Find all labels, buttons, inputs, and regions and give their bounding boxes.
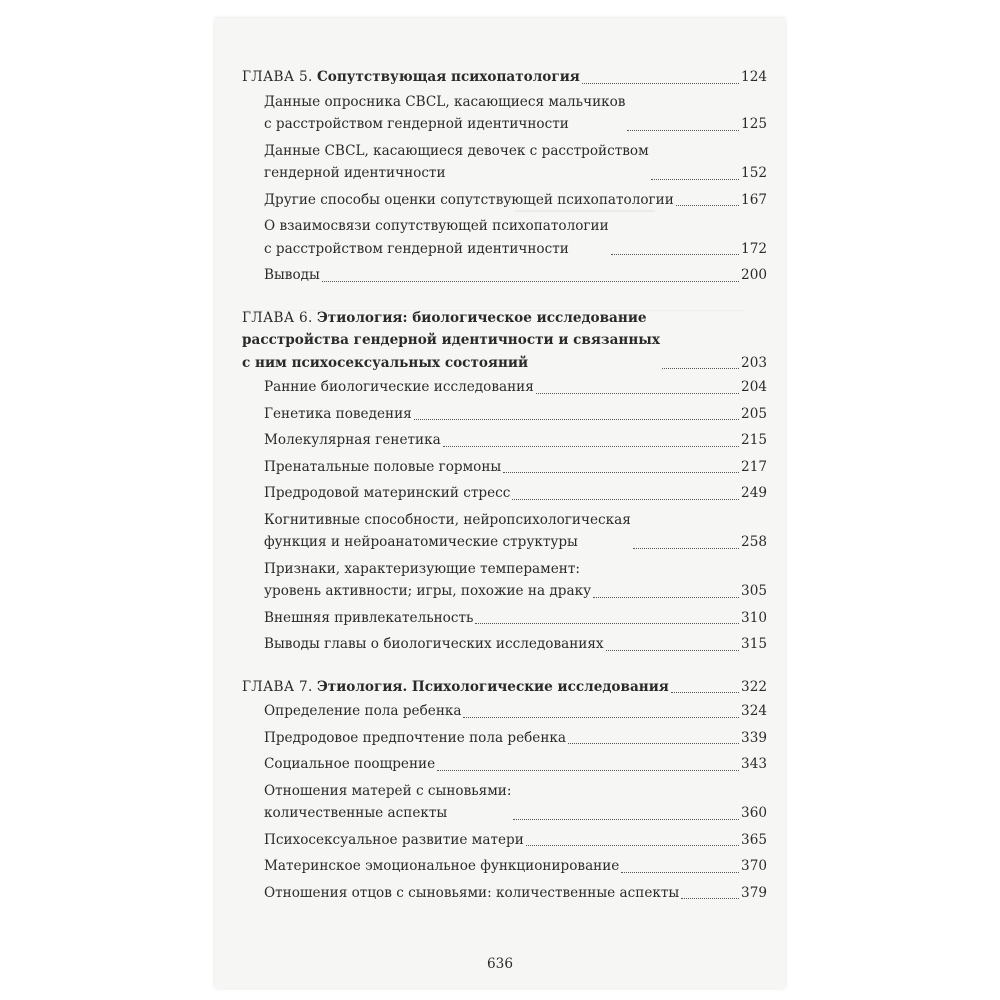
chapter-prefix: ГЛАВА 7.: [242, 678, 313, 695]
dot-leader: [512, 499, 739, 500]
toc-entry: [242, 558, 767, 603]
entry-line: Другие способы оценки сопутствующей психопатологии: [264, 191, 674, 208]
chapter-prefix: ГЛАВА 6.: [242, 309, 313, 326]
entry-line: с расстройством гендерной идентичности: [264, 116, 569, 132]
entry-line: Предродовой материнский стресс: [264, 485, 511, 501]
page-ref: 360: [741, 805, 767, 821]
book-page: [215, 18, 785, 988]
toc-entry: [242, 215, 767, 260]
entry-line: Данные опросника CBCL, касающиеся мальчиков: [264, 93, 626, 110]
chapter-title: Этиология. Психологические исследования: [316, 678, 669, 695]
toc-entry: [242, 456, 767, 479]
page-number: 636: [487, 956, 513, 972]
page-ref: 249: [741, 485, 767, 501]
page-ref: 343: [741, 756, 767, 772]
dot-leader: [627, 130, 739, 131]
dot-leader: [322, 281, 739, 282]
toc-entry: [242, 403, 767, 426]
entry-line: Отношения отцов с сыновьями: количественные аспекты: [264, 884, 680, 901]
dot-leader: [671, 692, 739, 693]
page-ref: 322: [741, 678, 767, 695]
entry-line: Материнское эмоциональное функционирование: [264, 858, 620, 874]
dot-leader: [568, 743, 739, 744]
entry-line: Психосексуальное развитие матери: [264, 831, 524, 848]
page-ref: 324: [741, 703, 767, 719]
entry-line: О взаимосвязи сопутствующей психопатологии: [264, 218, 609, 234]
toc-entry: [242, 700, 767, 723]
entry-line: Социальное поощрение: [264, 756, 436, 772]
toc-entry: [242, 509, 767, 554]
dot-leader: [503, 472, 739, 473]
toc-entry: [242, 482, 767, 505]
entry-line: уровень активности; игры, похожие на драку: [264, 583, 592, 599]
toc-entry: [242, 633, 767, 656]
entry-line: Предродовое предпочтение пола ребенка: [264, 729, 567, 746]
toc-entry: [242, 607, 767, 630]
toc-entry: [242, 753, 767, 776]
entry-line: функция и нейроанатомические структуры: [264, 534, 578, 550]
page-ref: 203: [741, 354, 767, 371]
dot-leader: [593, 597, 739, 598]
page-ref: 370: [741, 858, 767, 874]
entry-line: Когнитивные способности, нейропсихологическая: [264, 511, 631, 528]
toc-entry: [242, 429, 767, 452]
chapter-7: [242, 676, 767, 905]
page-ref: 200: [741, 267, 767, 283]
dot-leader: [437, 770, 739, 771]
dot-leader: [463, 717, 739, 718]
chapter-heading: [242, 66, 767, 89]
page-ref: 379: [741, 884, 767, 901]
chapter-title-line: расстройства гендерной идентичности и связанных: [242, 332, 661, 348]
dot-leader: [611, 254, 739, 255]
page-ref: 204: [741, 379, 767, 395]
toc-entry: [242, 882, 767, 905]
entry-line: количественные аспекты: [264, 805, 448, 821]
entry-line: Ранние биологические исследования: [264, 379, 534, 395]
dot-leader: [582, 83, 739, 84]
page-ref: 217: [741, 458, 767, 475]
entry-line: Внешняя привлекательность: [264, 609, 474, 626]
toc-entry: [242, 140, 767, 185]
page-ref: 315: [741, 636, 767, 652]
toc-entry: [242, 376, 767, 399]
toc-entry: [242, 855, 767, 878]
chapter-heading: [242, 676, 767, 699]
toc-entry: [242, 829, 767, 852]
entry-line: Генетика поведения: [264, 405, 412, 422]
dot-leader: [606, 650, 739, 651]
dot-leader: [513, 819, 739, 820]
page-ref: 365: [741, 831, 767, 848]
entry-line: Выводы главы о биологических исследованиях: [264, 636, 604, 652]
chapter-heading: [242, 307, 767, 375]
page-ref: 205: [741, 405, 767, 422]
chapter-title-line: Этиология: биологическое исследование: [316, 309, 647, 326]
toc-entry: [242, 91, 767, 136]
page-ref: 172: [741, 240, 767, 257]
toc-entry: [242, 189, 767, 212]
page-ref: 310: [741, 609, 767, 626]
page-ref: 152: [741, 165, 767, 181]
entry-line: Молекулярная генетика: [264, 432, 441, 448]
entry-line: Отношения матерей с сыновьями:: [264, 782, 512, 799]
dot-leader: [526, 845, 739, 846]
dot-leader: [414, 419, 739, 420]
page-ref: 125: [741, 116, 767, 132]
entry-line: Пренатальные половые гормоны: [264, 458, 502, 475]
entry-line: Данные CBCL, касающиеся девочек с расстройством: [264, 142, 649, 159]
page-ref: 167: [741, 191, 767, 208]
chapter-title: Сопутствующая психопатология: [316, 69, 580, 85]
table-of-contents: [242, 66, 767, 924]
chapter-prefix: ГЛАВА 5.: [242, 69, 313, 85]
page-ref: 215: [741, 432, 767, 448]
page-ref: 339: [741, 729, 767, 746]
entry-line: Признаки, характеризующие темперамент:: [264, 560, 580, 577]
dot-leader: [651, 179, 739, 180]
dot-leader: [681, 898, 739, 899]
page-ref: 124: [741, 69, 767, 85]
entry-line: гендерной идентичности: [264, 165, 446, 181]
chapter-5: [242, 66, 767, 287]
chapter-title-line: с ним психосексуальных состояний: [242, 354, 529, 371]
dot-leader: [621, 872, 739, 873]
dot-leader: [676, 205, 739, 206]
chapter-6: [242, 307, 767, 656]
toc-entry: [242, 727, 767, 750]
dot-leader: [536, 393, 739, 394]
toc-entry: [242, 264, 767, 287]
dot-leader: [633, 548, 739, 549]
page-ref: 258: [741, 534, 767, 550]
page-ref: 305: [741, 583, 767, 599]
entry-line: с расстройством гендерной идентичности: [264, 240, 569, 257]
entry-line: Определение пола ребенка: [264, 703, 462, 719]
dot-leader: [443, 446, 739, 447]
entry-line: Выводы: [264, 267, 320, 283]
dot-leader: [475, 623, 739, 624]
dot-leader: [662, 368, 739, 369]
toc-entry: [242, 780, 767, 825]
